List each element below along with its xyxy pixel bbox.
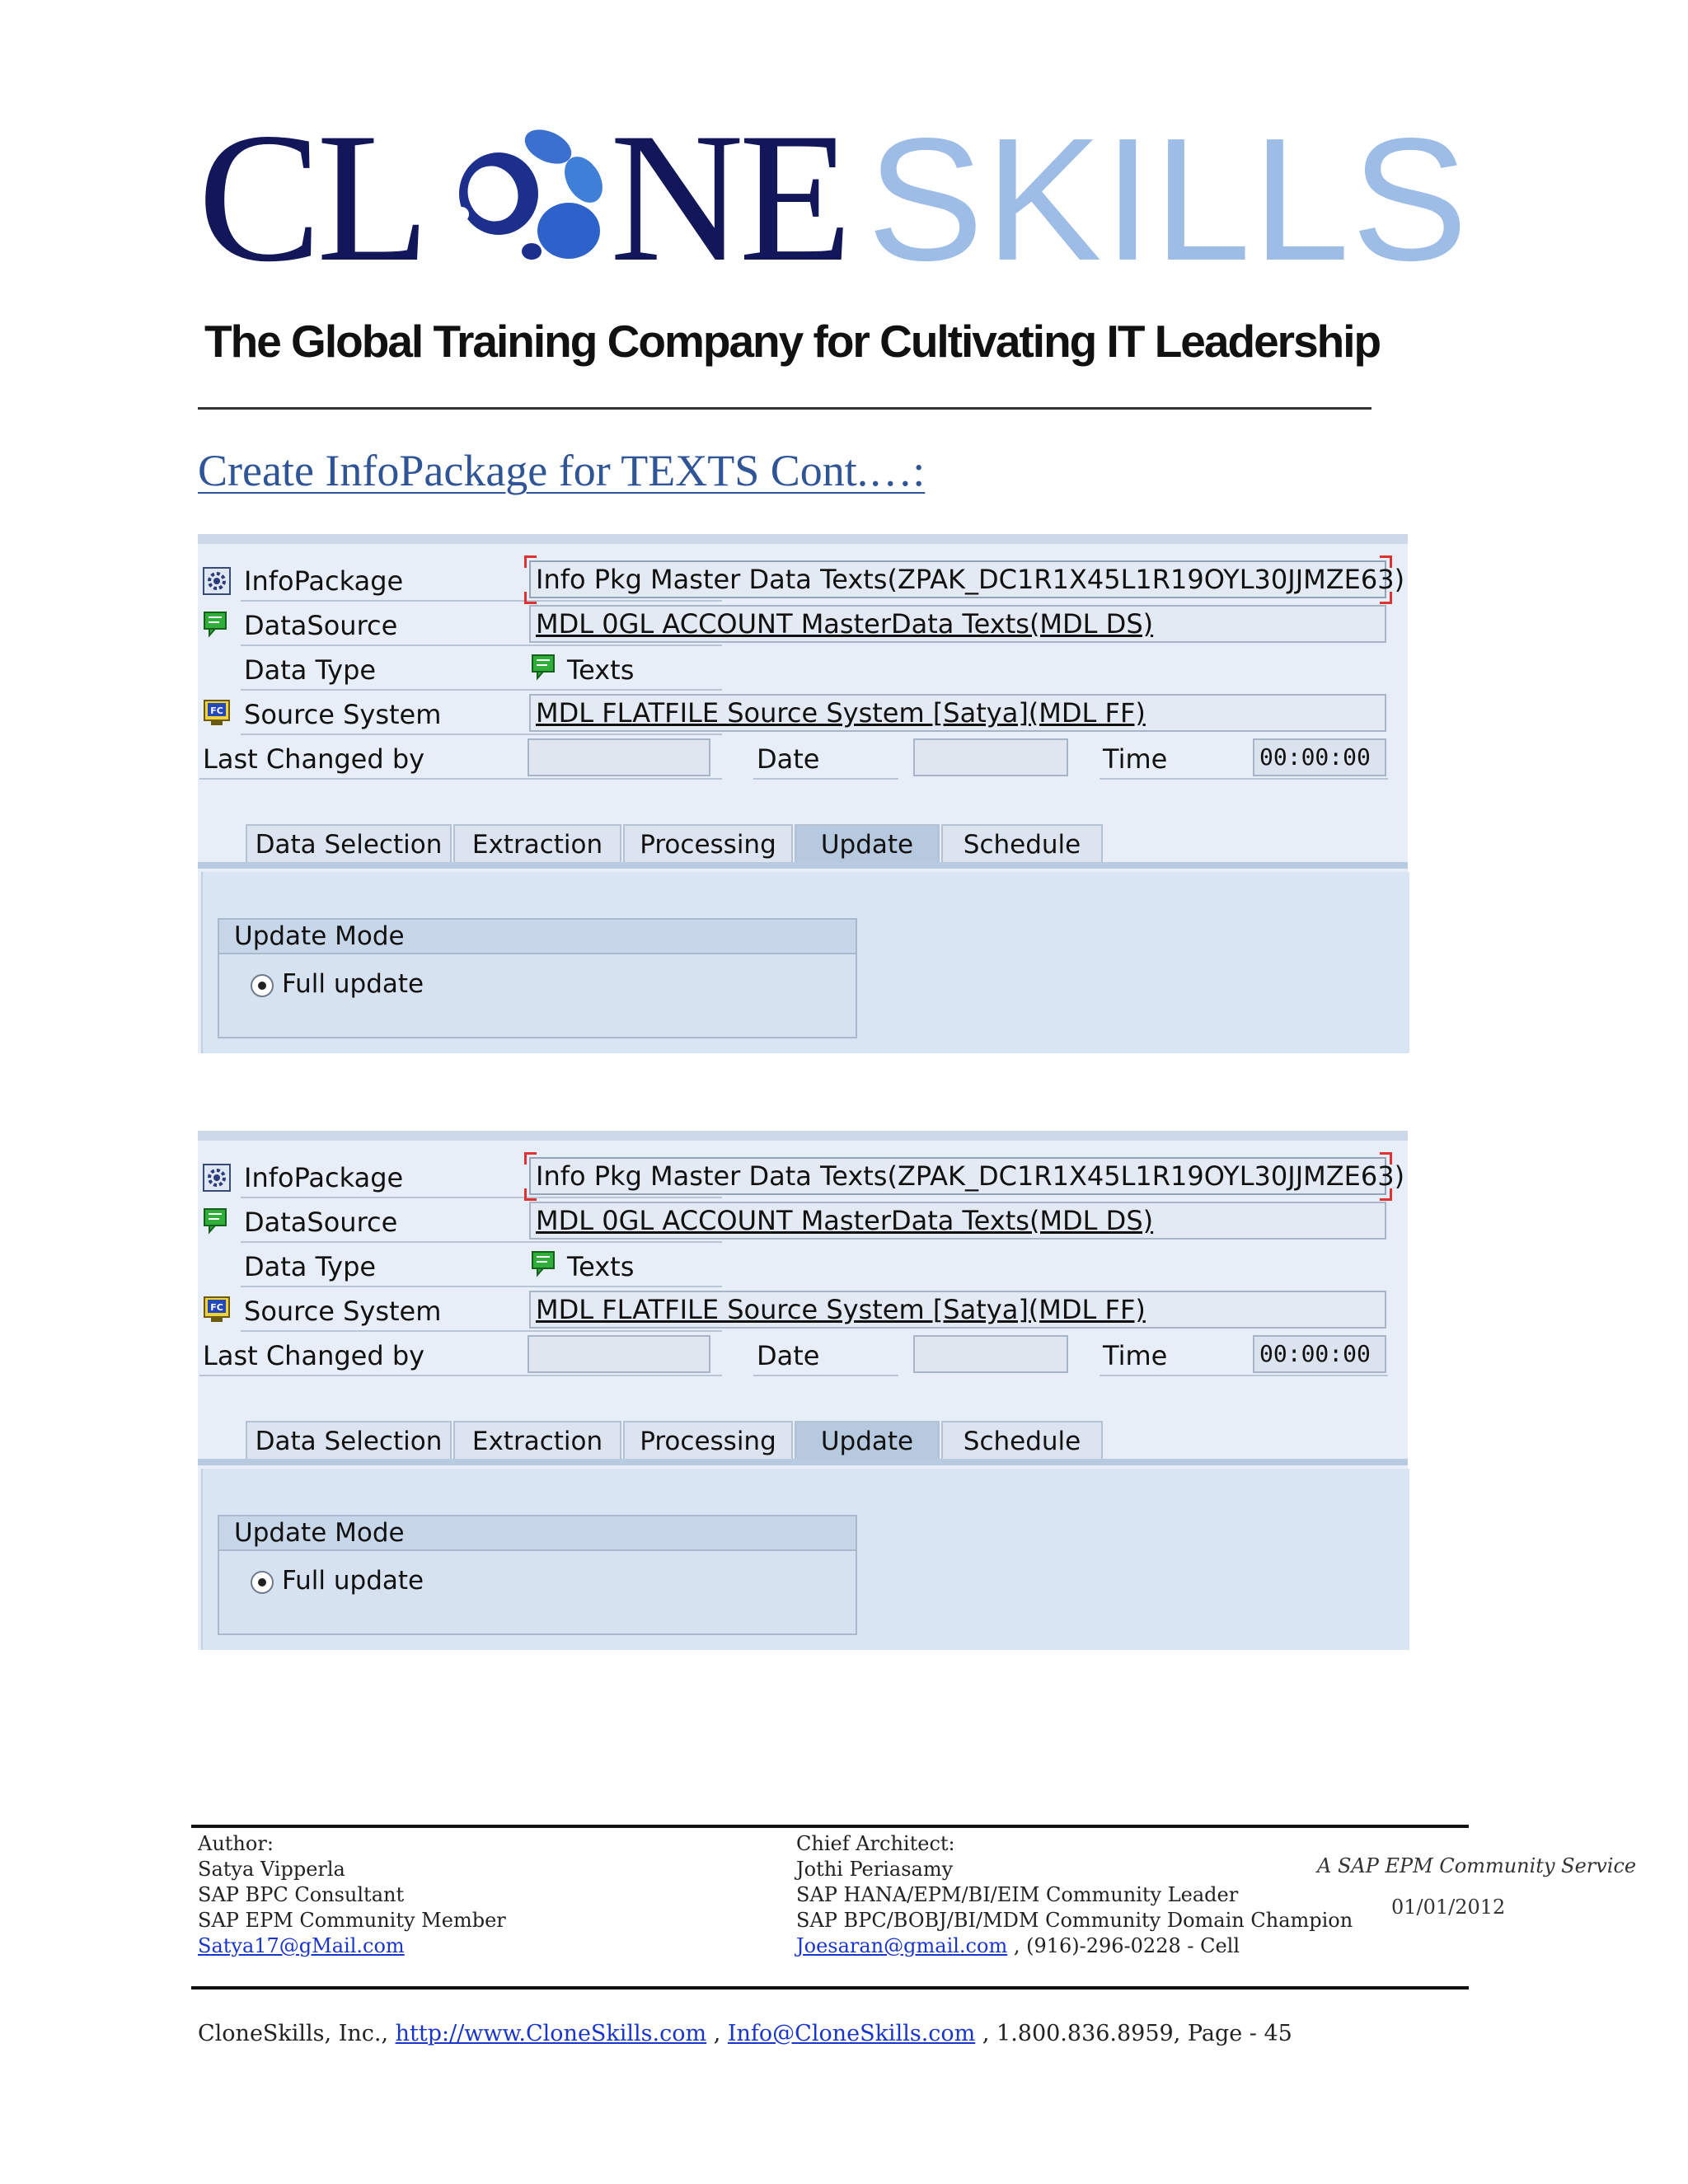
- author-email-link[interactable]: Satya17@gMail.com: [198, 1934, 405, 1957]
- infopackage-panel-1: [198, 534, 1408, 1053]
- source-system-icon: [203, 1296, 231, 1324]
- svg-text:CL: CL: [198, 94, 425, 300]
- texts-icon: [531, 1249, 559, 1277]
- company-name: CloneSkills, Inc.,: [198, 2021, 396, 2046]
- tab-processing[interactable]: Processing: [623, 824, 793, 862]
- tab-strip: [198, 824, 1408, 874]
- tab-data-selection[interactable]: Data Selection: [246, 824, 452, 862]
- last-changed-label: Last Changed by: [203, 1340, 425, 1371]
- tab-schedule[interactable]: Schedule: [941, 824, 1103, 862]
- date-label: Date: [757, 1340, 820, 1371]
- svg-text:SKILLS: SKILLS: [867, 101, 1470, 297]
- full-update-label: Full update: [282, 969, 424, 999]
- time-label: Time: [1103, 743, 1168, 775]
- svg-text:FC: FC: [210, 705, 223, 716]
- chief-role-2: SAP BPC/BOBJ/BI/MDM Community Domain Champion: [796, 1909, 1353, 1932]
- update-tab-content: [201, 1469, 1409, 1650]
- update-mode-title: Update Mode: [219, 920, 856, 954]
- page-heading: Create InfoPackage for TEXTS Cont.…:: [198, 446, 926, 495]
- full-update-radio[interactable]: [251, 974, 274, 997]
- community-service-note: A SAP EPM Community Service: [1317, 1854, 1637, 1877]
- datatype-label: Data Type: [244, 654, 377, 686]
- chief-phone: , (916)-296-0228 - Cell: [1007, 1934, 1240, 1957]
- tab-extraction[interactable]: Extraction: [453, 824, 621, 862]
- svg-text:FC: FC: [210, 1302, 223, 1313]
- time-label: Time: [1103, 1340, 1168, 1371]
- update-mode-title: Update Mode: [219, 1516, 856, 1551]
- texts-icon: [531, 653, 559, 681]
- source-system-field[interactable]: MDL FLATFILE Source System [Satya](MDL FF): [529, 694, 1386, 732]
- source-system-label: Source System: [244, 699, 442, 730]
- update-mode-group: [218, 918, 857, 1038]
- chief-title: Chief Architect:: [796, 1832, 955, 1855]
- datatype-value: Texts: [567, 1251, 635, 1282]
- document-date: 01/01/2012: [1391, 1896, 1506, 1919]
- company-tagline: The Global Training Company for Cultivating IT Leadership: [204, 316, 1381, 367]
- source-system-field[interactable]: MDL FLATFILE Source System [Satya](MDL FF): [529, 1291, 1386, 1329]
- date-field[interactable]: [913, 1335, 1068, 1373]
- tab-processing[interactable]: Processing: [623, 1421, 793, 1459]
- author-role-2: SAP EPM Community Member: [198, 1909, 506, 1932]
- svg-text:NE: NE: [610, 94, 847, 300]
- tab-extraction[interactable]: Extraction: [453, 1421, 621, 1459]
- date-field[interactable]: [913, 738, 1068, 776]
- infopackage-gear-icon: [203, 567, 231, 595]
- tab-update[interactable]: Update: [795, 1421, 940, 1459]
- datatype-value: Texts: [567, 654, 635, 686]
- logo-bubbles-icon: [454, 123, 610, 260]
- header-divider: [198, 407, 1372, 410]
- last-changed-field[interactable]: [528, 1335, 710, 1373]
- datasource-icon: [203, 1207, 231, 1235]
- author-title: Author:: [198, 1832, 274, 1855]
- chief-role-1: SAP HANA/EPM/BI/EIM Community Leader: [796, 1883, 1239, 1906]
- phone-page: , 1.800.836.8959, Page - 45: [975, 2021, 1292, 2046]
- datasource-icon: [203, 610, 231, 638]
- tab-update[interactable]: Update: [795, 824, 940, 862]
- footer-top-rule: [191, 1825, 1469, 1828]
- tab-strip: [198, 1421, 1408, 1470]
- info-email-link[interactable]: Info@CloneSkills.com: [727, 2021, 976, 2046]
- update-mode-group: [218, 1515, 857, 1635]
- website-link[interactable]: http://www.CloneSkills.com: [395, 2021, 707, 2046]
- update-tab-content: [201, 872, 1409, 1053]
- chief-name: Jothi Periasamy: [796, 1858, 954, 1881]
- time-field[interactable]: 00:00:00: [1253, 738, 1386, 776]
- infopackage-field[interactable]: Info Pkg Master Data Texts(ZPAK_DC1R1X45L1R19OYL30JJMZE63): [529, 1157, 1386, 1195]
- datasource-field[interactable]: MDL 0GL ACCOUNT MasterData Texts(MDL DS): [529, 1202, 1386, 1240]
- author-role-1: SAP BPC Consultant: [198, 1883, 405, 1906]
- infopackage-panel-2: [198, 1131, 1408, 1650]
- source-system-icon: [203, 699, 231, 727]
- infopackage-gear-icon: [203, 1164, 231, 1192]
- time-field[interactable]: 00:00:00: [1253, 1335, 1386, 1373]
- datatype-label: Data Type: [244, 1251, 377, 1282]
- chief-email-link[interactable]: Joesaran@gmail.com: [796, 1934, 1008, 1957]
- infopackage-field[interactable]: Info Pkg Master Data Texts(ZPAK_DC1R1X45L1R19OYL30JJMZE63): [529, 560, 1386, 598]
- cloneskills-logo: [198, 94, 1470, 300]
- full-update-label: Full update: [282, 1566, 424, 1596]
- date-label: Date: [757, 743, 820, 775]
- tab-schedule[interactable]: Schedule: [941, 1421, 1103, 1459]
- company-contact-line: CloneSkills, Inc., http://www.CloneSkills.com , Info@CloneSkills.com , 1.800.836.8959, Page - 45: [198, 2021, 1292, 2046]
- full-update-radio[interactable]: [251, 1571, 274, 1594]
- tab-data-selection[interactable]: Data Selection: [246, 1421, 452, 1459]
- footer-bottom-rule: [191, 1986, 1469, 1990]
- infopackage-label: InfoPackage: [244, 565, 404, 597]
- last-changed-field[interactable]: [528, 738, 710, 776]
- datasource-label: DataSource: [244, 610, 398, 641]
- source-system-label: Source System: [244, 1296, 442, 1327]
- infopackage-label: InfoPackage: [244, 1162, 404, 1193]
- last-changed-label: Last Changed by: [203, 743, 425, 775]
- chief-architect-block: [796, 1831, 1353, 1959]
- datasource-field[interactable]: MDL 0GL ACCOUNT MasterData Texts(MDL DS): [529, 605, 1386, 643]
- datasource-label: DataSource: [244, 1207, 398, 1238]
- author-block: [198, 1831, 506, 1959]
- author-name: Satya Vipperla: [198, 1858, 345, 1881]
